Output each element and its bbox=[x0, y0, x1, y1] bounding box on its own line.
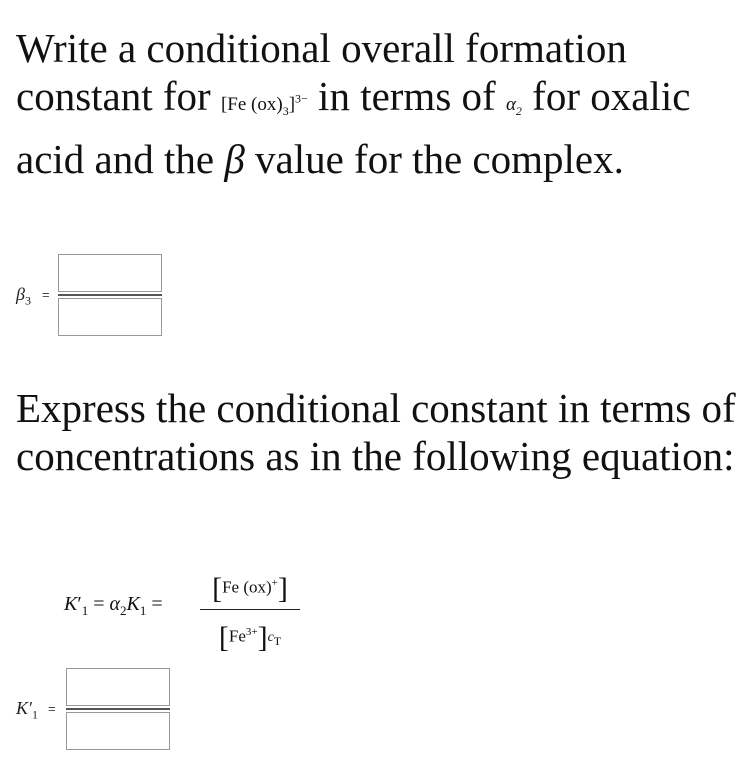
question-1-text-after: for oxalic acid and the bbox=[16, 73, 691, 182]
question-1-intro: Write a conditional overall formation constant for bbox=[16, 25, 627, 119]
question-1-middle: in terms of bbox=[318, 73, 496, 119]
answer-1-fraction-bar bbox=[58, 294, 162, 296]
k1-prime-label: $K'_1$ bbox=[16, 698, 38, 722]
answer-1-fraction bbox=[58, 254, 162, 336]
k1-prime-numerator-input[interactable] bbox=[66, 668, 170, 706]
question-1-end: value for the complex. bbox=[255, 135, 624, 182]
alpha-symbol: $\alpha_2$ bbox=[505, 94, 522, 118]
question-2-body: Express the conditional constant in terms of concentrations as in the following equation: bbox=[16, 385, 736, 479]
equation-denominator: $[Fe^{3+}]c_T$ bbox=[218, 620, 282, 654]
equation-lhs: $K'_1 = \alpha_2K_1$ = bbox=[64, 593, 163, 618]
answer-2-fraction bbox=[66, 668, 170, 750]
equation-numerator: [Fe (ox)+] bbox=[212, 571, 288, 605]
answer-2-equals: = bbox=[48, 701, 56, 716]
beta3-denominator-input[interactable] bbox=[58, 298, 162, 336]
answer-1-equals: = bbox=[42, 287, 50, 302]
k1-prime-denominator-input[interactable] bbox=[66, 712, 170, 750]
answer-2-fraction-bar bbox=[66, 708, 170, 710]
complex-formula: [Fe $(ox)_3]^{3-}$ bbox=[220, 91, 308, 118]
beta3-label: $\beta_3$ bbox=[16, 284, 31, 308]
equation-fraction bbox=[200, 563, 300, 663]
beta-symbol: β bbox=[224, 135, 245, 182]
question-1-text bbox=[16, 24, 736, 183]
question-2-text bbox=[16, 384, 736, 480]
beta3-numerator-input[interactable] bbox=[58, 254, 162, 292]
